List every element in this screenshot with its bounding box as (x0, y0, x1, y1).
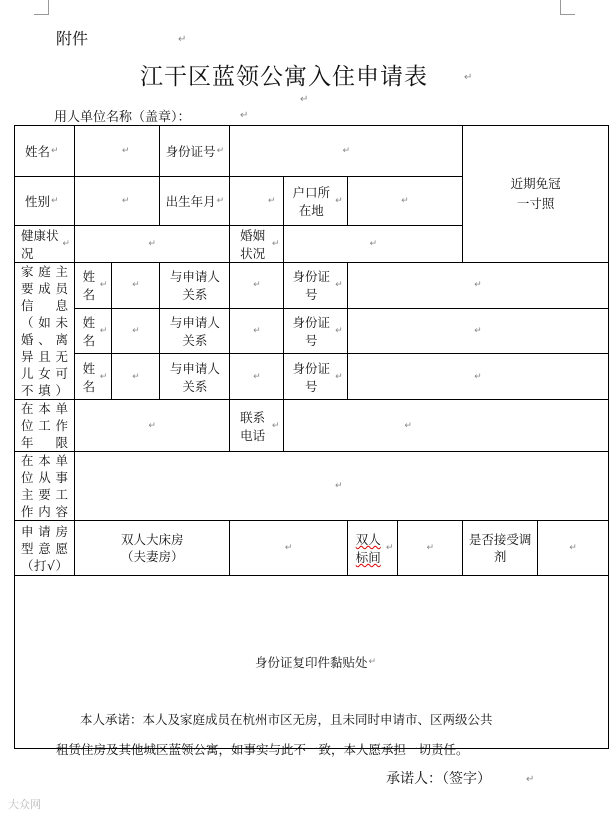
relation-label: 与申请人关系 (169, 269, 220, 303)
phone-label-cell: 联系电话 ↵ (230, 400, 284, 452)
pledge-line-1: 本人承诺：本人及家庭成员在杭州市区无房，且未同时申请市、区两级公共 (80, 712, 493, 727)
paragraph-mark: ↵ (240, 110, 249, 121)
gender-label: 性别 (25, 194, 51, 209)
twin-check-cell[interactable]: ↵ (398, 521, 463, 576)
work-content-input-cell[interactable]: ↵ (74, 452, 608, 521)
adjust-label-cell (463, 521, 538, 576)
family-label: 家庭主要成员信息（如未婚、离异且无儿女可不填） (21, 264, 68, 398)
member-id-label: 身份证号 (292, 269, 331, 303)
member-name-label-cell: 姓名 ↵ (74, 308, 111, 354)
member-name-label-cell: 姓名 ↵ (74, 263, 111, 309)
birth-label-cell: 出生年月 ↵ (160, 177, 230, 226)
member-id-label-cell: 身份证号 ↵ (284, 354, 347, 400)
relation-label: 与申请人关系 (169, 360, 220, 394)
work-years-input-cell[interactable]: ↵ (74, 400, 229, 452)
adjust-check-cell[interactable]: ↵ (538, 521, 609, 576)
member-name-label: 姓名 (82, 269, 96, 303)
pledger-signature-label: 承诺人：（签字） (386, 771, 491, 787)
member-name-label: 姓名 (82, 314, 96, 348)
relation-input-cell[interactable]: ↵ (230, 308, 284, 354)
marital-input-cell[interactable]: ↵ (284, 226, 463, 263)
relation-label: 与申请人关系 (169, 314, 220, 348)
work-years-label-cell (15, 400, 75, 452)
twin-label: 双人标间 (355, 532, 381, 565)
photo-label: 近期免冠一寸照 (510, 176, 561, 211)
photo-cell[interactable] (463, 126, 609, 263)
relation-input-cell[interactable]: ↵ (230, 263, 284, 309)
id-copy-paste-area[interactable]: 身份证复印件黏贴处 ↵ (15, 576, 609, 749)
double-bed-check-cell[interactable]: ↵ (230, 521, 347, 576)
marital-label-cell: 婚姻状况 ↵ (230, 226, 284, 263)
employer-name-label: 用人单位名称（盖章）： (54, 110, 191, 125)
crop-mark-top-right (560, 0, 575, 15)
crop-mark-top-left (34, 0, 49, 15)
double-bed-sublabel: （夫妻房） (120, 549, 184, 564)
family-label-cell (15, 263, 75, 400)
work-years-label: 在本单位工作年限 (21, 401, 68, 450)
hukou-label: 户口所在地 (292, 185, 331, 218)
paragraph-mark: ↵ (464, 72, 473, 83)
relation-label-cell (160, 354, 230, 400)
phone-label: 联系电话 (240, 409, 266, 443)
member-id-label: 身份证号 (292, 360, 331, 394)
double-bed-cell (74, 521, 229, 576)
member-name-input-cell[interactable]: ↵ (112, 308, 160, 354)
member-name-label: 姓名 (82, 360, 96, 394)
member-id-input-cell[interactable]: ↵ (347, 263, 608, 309)
hukou-input-cell[interactable]: ↵ (347, 177, 462, 226)
watermark: 大众网 (8, 798, 41, 811)
member-name-input-cell[interactable]: ↵ (112, 354, 160, 400)
member-id-input-cell[interactable]: ↵ (347, 354, 608, 400)
twin-label-cell: 双人标间 ↵ (347, 521, 398, 576)
relation-label-cell (160, 263, 230, 309)
health-input-cell[interactable]: ↵ (74, 226, 229, 263)
relation-label-cell (160, 308, 230, 354)
birth-input-cell[interactable]: ↵ (230, 177, 284, 226)
work-content-label: 在本单位从事主要工作内容 (21, 453, 68, 519)
member-id-label-cell: 身份证号 ↵ (284, 308, 347, 354)
work-content-label-cell (15, 452, 75, 521)
member-name-label-cell: 姓名 ↵ (74, 354, 111, 400)
id-input-cell[interactable]: ↵ (230, 126, 463, 177)
pledge-line-2: 租赁住房及其他城区蓝领公寓，如事实与此不一致，本人愿承担一切责任。 (56, 742, 469, 757)
room-type-label-cell (15, 521, 75, 576)
hukou-label-cell: 户口所在地 ↵ (284, 177, 347, 226)
phone-input-cell[interactable]: ↵ (284, 400, 609, 452)
paragraph-mark: ↵ (178, 34, 187, 45)
gender-label-cell: 性别 ↵ (15, 177, 75, 226)
id-copy-label: 身份证复印件黏贴处 (255, 655, 368, 670)
id-label-cell: 身份证号 ↵ (160, 126, 230, 177)
health-label-cell: 健康状况 ↵ (15, 226, 75, 263)
member-id-input-cell[interactable]: ↵ (347, 308, 608, 354)
birth-label: 出生年月 (165, 194, 216, 209)
health-label: 健康状况 (21, 228, 59, 261)
name-input-cell[interactable]: ↵ (74, 126, 159, 177)
application-form-table (14, 125, 609, 749)
name-label: 姓名 (25, 144, 51, 159)
double-bed-label: 双人大床房 (120, 532, 184, 547)
relation-input-cell[interactable]: ↵ (230, 354, 284, 400)
room-type-label: 申请房型意愿（打√） (21, 523, 68, 573)
member-name-input-cell[interactable]: ↵ (112, 263, 160, 309)
paragraph-mark: ↵ (300, 94, 309, 105)
id-label: 身份证号 (165, 144, 216, 159)
member-id-label-cell: 身份证号 ↵ (284, 263, 347, 309)
name-label-cell: 姓名 ↵ (15, 126, 75, 177)
marital-label: 婚姻状况 (240, 228, 266, 261)
member-id-label: 身份证号 (292, 314, 331, 348)
adjust-label: 是否接受调剂 (468, 532, 532, 564)
attachment-label: 附件 (56, 29, 89, 48)
gender-input-cell[interactable]: ↵ (74, 177, 159, 226)
paragraph-mark: ↵ (526, 774, 535, 785)
page-title: 江干区蓝领公寓入住申请表 (140, 64, 428, 90)
